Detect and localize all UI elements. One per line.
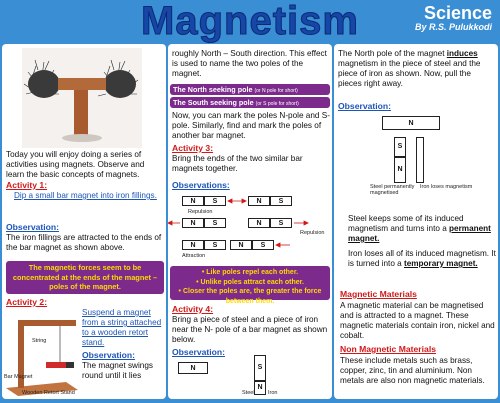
- induces-pre: The North pole of the magnet: [338, 49, 447, 58]
- repulsion-label-1: Repulsion: [188, 209, 213, 215]
- non-magnetic-materials-text: These include metals such as brass, copper, zinc, tin and aluminium. Non metals are also non magnetic materials.: [340, 356, 485, 385]
- activity-4-magnet-n: N: [178, 362, 208, 374]
- magnet-4-n-pole: N: [248, 218, 270, 228]
- bar-magnet-label: Bar Magnet: [4, 374, 33, 380]
- magnet-iron-filings-image: [22, 48, 142, 148]
- iron-piece: [416, 137, 424, 183]
- force-arrows: [168, 194, 332, 254]
- observation-heading: Observation:: [338, 101, 392, 111]
- retort-stand-diagram: [4, 310, 84, 398]
- magnet-1-s-pole: S: [204, 196, 226, 206]
- observation-2-heading: Observation:: [82, 350, 136, 360]
- magnet-5-s-pole: S: [204, 240, 226, 250]
- rule-unlike-poles: • Unlike poles attract each other.: [196, 278, 304, 286]
- activity-3-heading: Activity 3:: [172, 143, 214, 153]
- induces-text: [338, 49, 496, 89]
- activity-1-text: Dip a small bar magnet into iron fillings.: [14, 191, 157, 200]
- intro-text: Today you will enjoy doing a series of activities using magnets. Observe and learn the basic concepts of magnets.: [6, 150, 145, 179]
- mark-poles-text: Now, you can mark the poles N-pole and S-pole. Similarly, find and mark the poles of another bar magnet.: [172, 111, 330, 140]
- permanent-pre: Steel keeps some of its induced magnetism and turns into a: [348, 214, 464, 233]
- permanent-word: permanent magnet.: [348, 224, 491, 243]
- magnet-4-s-pole: S: [270, 218, 292, 228]
- concept-box: The magnetic forces seem to be concentrated at the ends of the magnet – poles of the magnet.: [6, 261, 164, 294]
- activity-1-heading: Activity 1:: [6, 180, 48, 190]
- string-label: String: [32, 338, 47, 344]
- induces-word: induces: [446, 49, 478, 58]
- rule-closer-poles: • Closer the poles are, the greater the force between them.: [178, 288, 322, 305]
- continued-text: roughly North – South direction. This effect is used to name the two poles of the magnet.: [172, 49, 327, 78]
- induces-post: magnetism in the piece of steel and the piece of iron as shown. Now, pull the pieces right away.: [338, 59, 481, 88]
- repulsion-label-2: Repulsion: [300, 230, 325, 236]
- magnet-2-s-pole: S: [270, 196, 292, 206]
- permanent-text: [348, 214, 496, 244]
- steel-piece-s: S: [394, 137, 406, 157]
- magnet-6-n-pole: N: [230, 240, 252, 250]
- observation-1-text: The iron fillings are attracted to the ends of the bar magnet as shown above.: [6, 233, 162, 252]
- column-2: [168, 44, 332, 399]
- retort-stand-label: Wooden Retort Stand: [22, 390, 75, 396]
- observation-1-heading: Observation:: [6, 222, 60, 232]
- south-pole-note: (or S pole for short): [255, 101, 299, 107]
- vertical-magnet-s: S: [254, 355, 266, 381]
- activity-2-text: Suspend a magnet from a string attached to a wooden retort stand.: [82, 308, 162, 347]
- temporary-text: [348, 249, 496, 269]
- attraction-label: Attraction: [182, 253, 206, 259]
- south-pole-label: The South seeking pole: [173, 98, 254, 107]
- author-label: By R.S. Pulukkodi: [414, 22, 492, 32]
- vertical-magnet-n: N: [254, 381, 266, 395]
- north-pole-label: The North seeking pole: [173, 85, 253, 94]
- steel-label: Steel: [242, 390, 255, 396]
- activity-4-text: Bring a piece of steel and a piece of iron near the N- pole of a bar magnet as shown below.: [172, 315, 328, 344]
- activity-4-heading: Activity 4:: [172, 304, 214, 314]
- steel-piece-n: N: [394, 157, 406, 183]
- non-magnetic-materials-heading: Non Magnetic Materials: [340, 344, 436, 354]
- page-title: Magnetism: [141, 0, 359, 43]
- subject-label: Science: [423, 3, 492, 23]
- activity-2-heading: Activity 2:: [6, 297, 48, 307]
- magnetic-materials-text: A magnetic material can be magnetised and is attracted to a magnet. These magnetic materials contain iron, nickel and cobalt.: [340, 301, 495, 340]
- brand: [415, 4, 492, 33]
- magnetic-materials-heading: Magnetic Materials: [340, 289, 417, 299]
- south-pole-box: [170, 97, 330, 108]
- observation-2-text: The magnet swings round until it lies: [82, 361, 153, 380]
- magnet-3-s-pole: S: [204, 218, 226, 228]
- iron-label: Iron: [268, 390, 278, 396]
- observations-heading: Observations:: [172, 180, 230, 190]
- observation-4-heading: Observation:: [172, 347, 226, 357]
- north-pole-box: [170, 84, 330, 95]
- magnet-5-n-pole: N: [182, 240, 204, 250]
- magnet-2-n-pole: N: [248, 196, 270, 206]
- temporary-pre: Iron loses all of its induced magnetism. It is turned into a: [348, 249, 496, 268]
- column-1: [2, 44, 166, 399]
- iron-loses-label: Iron loses magnetism: [420, 184, 473, 190]
- north-pole-note: (or N pole for short): [254, 88, 298, 94]
- poles-rules-box: [170, 266, 330, 305]
- activity-3-text: Bring the ends of the two similar bar magnets together.: [172, 154, 303, 173]
- magnet-3-n-pole: N: [182, 218, 204, 228]
- observation-magnet-n: N: [382, 116, 440, 130]
- magnet-1-n-pole: N: [182, 196, 204, 206]
- rule-like-poles: • Like poles repel each other.: [201, 269, 299, 276]
- steel-magnetised-label: Steel permanently magnetised: [370, 184, 415, 196]
- temporary-word: temporary magnet.: [403, 259, 478, 268]
- magnet-6-s-pole: S: [252, 240, 274, 250]
- column-3: [334, 44, 498, 399]
